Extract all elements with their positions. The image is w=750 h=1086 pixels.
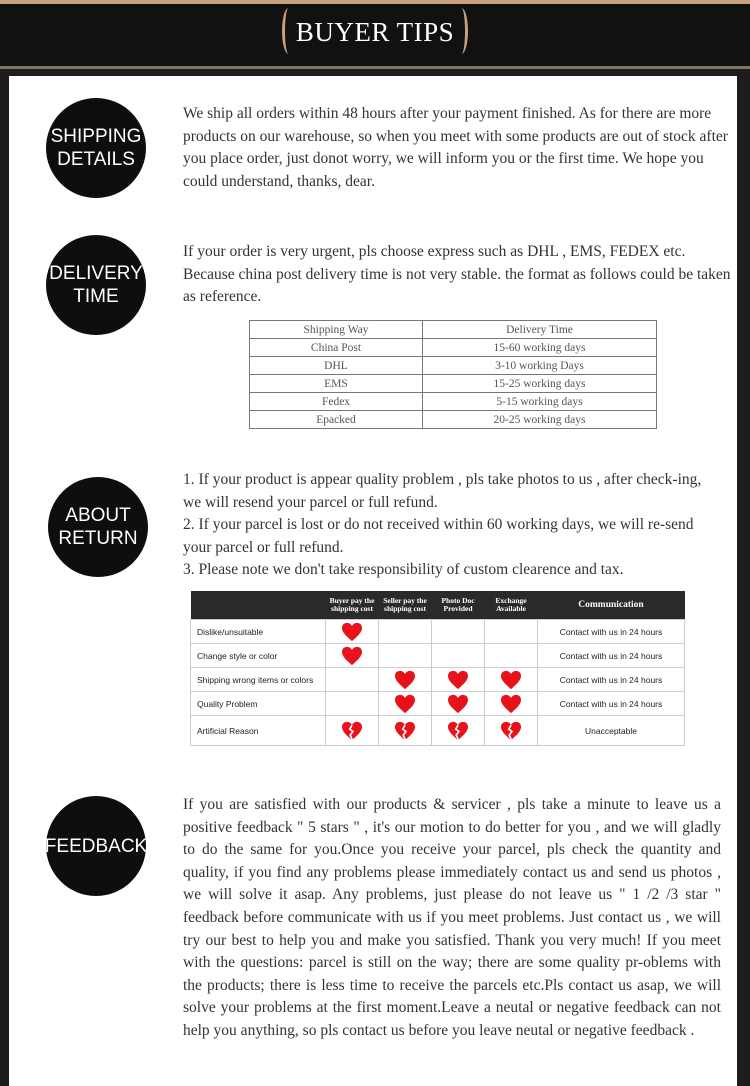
- table-row: [191, 620, 685, 644]
- badge-line: DELIVERY: [49, 263, 143, 284]
- communication-cell: Contact with us in 24 hours: [538, 692, 685, 716]
- return-item: 3. Please note we don't take responsibility of custom clearence and tax.: [183, 561, 624, 579]
- delivery-time-text: If your order is very urgent, pls choose express such as DHL , EMS, FEDEX etc. Because china post delivery time is not very stable. the format as follows could be taken as reference.: [183, 243, 731, 306]
- badge-line: DETAILS: [57, 149, 135, 170]
- table-cell: Fedex: [250, 393, 423, 411]
- row-label: Change style or color: [191, 644, 326, 668]
- table-row: [191, 692, 685, 716]
- table-row: [250, 393, 657, 411]
- heart-icon: [394, 670, 416, 690]
- shipping-details-text: We ship all orders within 48 hours after your payment finished. As for there are more products on our warehouse, so when you meet with some products are out of stock after you place order, just donot worry, we will inform you or the first time. We hope you could understand, thanks, dear.: [183, 105, 728, 190]
- communication-cell: Contact with us in 24 hours: [538, 620, 685, 644]
- page-title-text: BUYER TIPS: [295, 17, 455, 47]
- shipping-details-badge: [46, 98, 146, 198]
- table-header: Seller pay the shipping cost: [379, 591, 432, 620]
- return-policy-table: [190, 591, 685, 746]
- badge-line: FEEDBACK: [44, 835, 148, 857]
- row-label: Dislike/unsuitable: [191, 620, 326, 644]
- badge-line: TIME: [73, 286, 119, 307]
- return-item: 2. If your parcel is lost or do not received within 60 working days, we will re-send your parcel or full refund.: [183, 516, 694, 556]
- heart-icon: [500, 670, 522, 690]
- broken-heart-icon: [341, 721, 363, 741]
- left-bracket-icon: [282, 8, 295, 54]
- about-return-text: [183, 469, 718, 582]
- table-cell: 3-10 working Days: [423, 357, 657, 375]
- row-label: Artificial Reason: [191, 716, 326, 746]
- table-header: Shipping Way: [250, 321, 423, 339]
- header-separator: [0, 66, 750, 69]
- right-bracket-icon: [455, 8, 468, 54]
- table-cell: DHL: [250, 357, 423, 375]
- table-cell: Epacked: [250, 411, 423, 429]
- badge-line: RETURN: [58, 528, 138, 549]
- heart-icon: [341, 622, 363, 642]
- table-cell: EMS: [250, 375, 423, 393]
- delivery-time-badge: [46, 235, 146, 335]
- communication-cell: Contact with us in 24 hours: [538, 668, 685, 692]
- table-cell: 20-25 working days: [423, 411, 657, 429]
- table-header: Exchange Available: [485, 591, 538, 620]
- header-title-wrap: [0, 6, 750, 58]
- table-header: Buyer pay the shipping cost: [326, 591, 379, 620]
- heart-icon: [500, 694, 522, 714]
- heart-icon: [447, 694, 469, 714]
- table-header-row: [250, 321, 657, 339]
- broken-heart-icon: [500, 721, 522, 741]
- broken-heart-icon: [447, 721, 469, 741]
- table-row: [191, 668, 685, 692]
- row-label: Quality Problem: [191, 692, 326, 716]
- table-row: [250, 339, 657, 357]
- table-row: [250, 375, 657, 393]
- feedback-text: If you are satisfied with our products & servicer , pls take a minute to leave us a positive feedback " 5 stars " , it's our motion to do better for you , and we will gladly to do the same for you.Once you receive your parcel, pls check the quantity and quality, if you find any problems please immediately contact us and send us photos , we will solve it asap. Any problems, just please do not leave us " 1 /2 /3 star " feedback before communicate with us if you meet problems. Just contact us , we will try our best to help you and make you satisfied. Thank you very much! If you meet with the questions: parcel is still on the way; there are some quality pr-oblems with the products; there is less time to receive the parcels etc.Pls contact us asap, we will solve your problems at the first moment.Leave a neutal or negative feedback can not help you anything, so pls contact us before you leave neutal or negative feedback .: [183, 796, 721, 1039]
- table-cell: 15-25 working days: [423, 375, 657, 393]
- delivery-time-table: [249, 320, 657, 429]
- table-header-row: [191, 591, 685, 620]
- row-label: Shipping wrong items or colors: [191, 668, 326, 692]
- heart-icon: [394, 694, 416, 714]
- return-item: 1. If your product is appear quality problem , pls take photos to us , after check-ing, we will resend your parcel or full refund.: [183, 471, 702, 511]
- heart-icon: [447, 670, 469, 690]
- broken-heart-icon: [394, 721, 416, 741]
- right-border: [737, 76, 750, 1082]
- table-cell: China Post: [250, 339, 423, 357]
- feedback-badge: [46, 796, 146, 896]
- table-cell: 15-60 working days: [423, 339, 657, 357]
- badge-line: SHIPPING: [50, 126, 142, 147]
- heart-icon: [341, 646, 363, 666]
- about-return-badge: [48, 477, 148, 577]
- table-header: Communication: [538, 591, 685, 620]
- table-header: Photo Doc Provided: [432, 591, 485, 620]
- table-row: [250, 357, 657, 375]
- badge-line: ABOUT: [65, 505, 131, 526]
- table-header: Delivery Time: [423, 321, 657, 339]
- table-row: [191, 644, 685, 668]
- table-header: [191, 591, 326, 620]
- table-row: [250, 411, 657, 429]
- communication-cell: Unacceptable: [538, 716, 685, 746]
- table-cell: 5-15 working days: [423, 393, 657, 411]
- page-title: [284, 6, 466, 58]
- communication-cell: Contact with us in 24 hours: [538, 644, 685, 668]
- table-row: [191, 716, 685, 746]
